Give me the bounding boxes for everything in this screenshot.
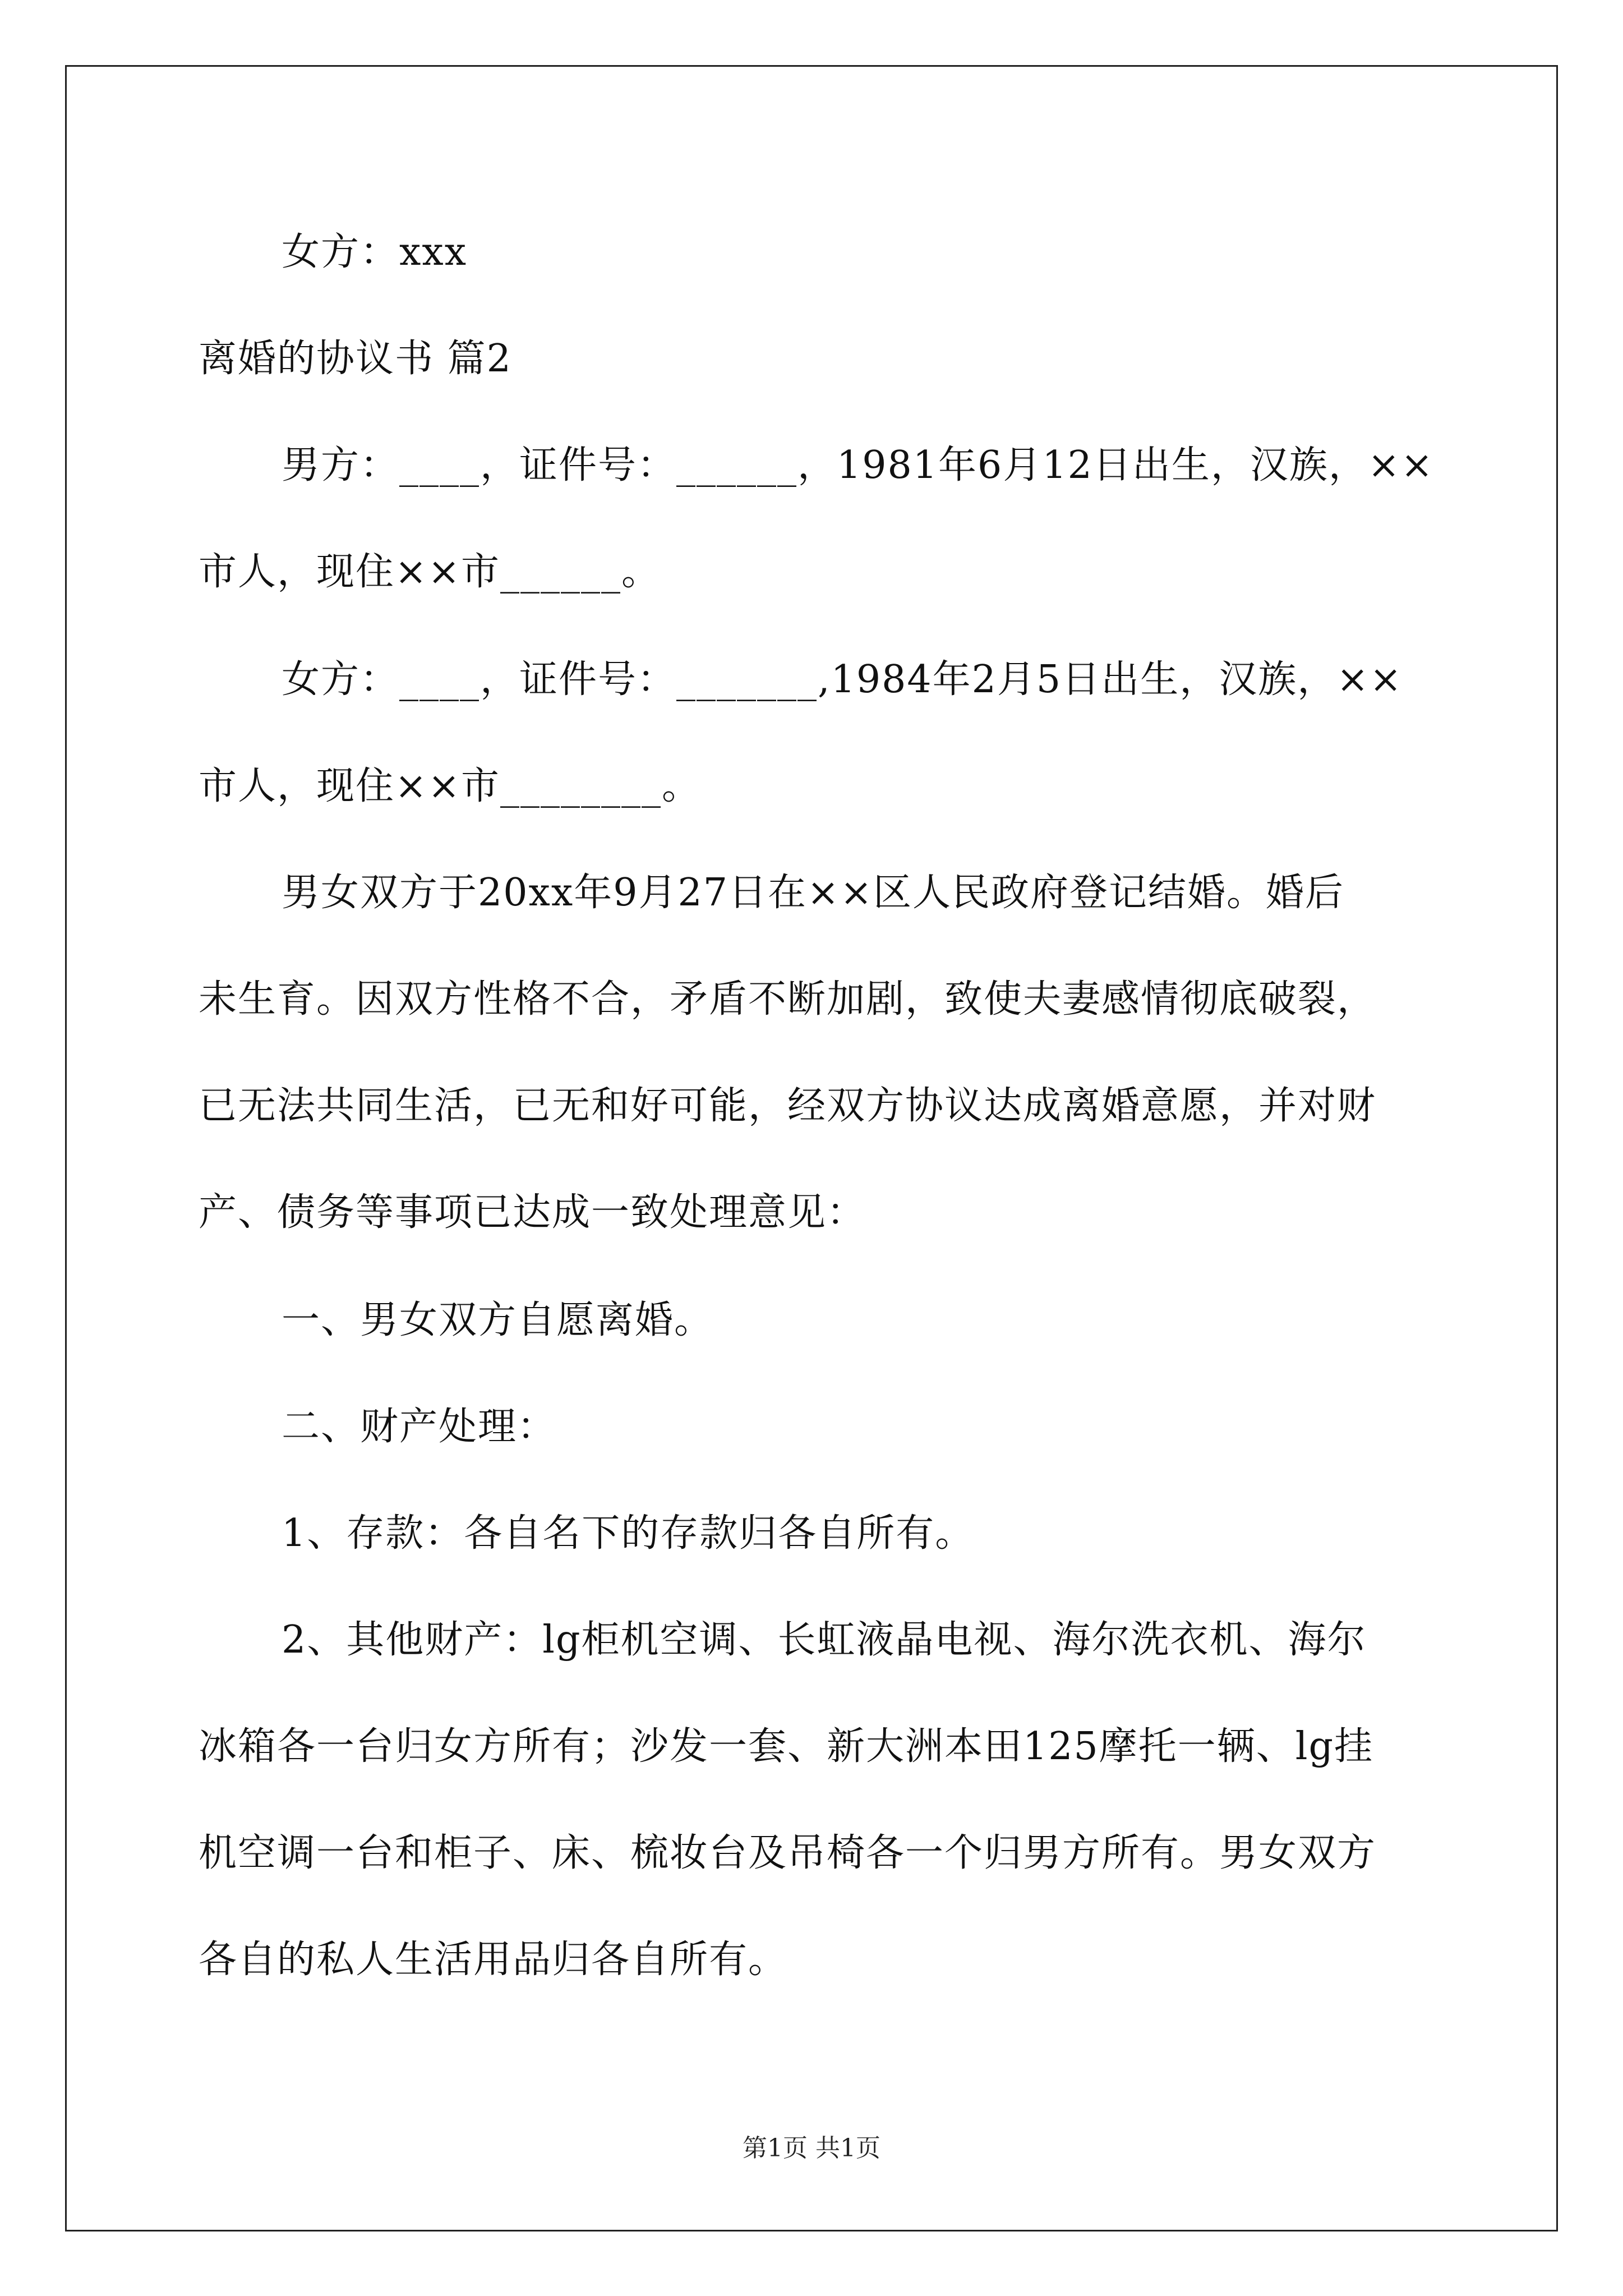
section-heading: 离婚的协议书 篇2 [199, 337, 512, 381]
clause-deposits: 1、存款：各自名下的存款归各自所有。 [282, 1511, 975, 1556]
clause-other-property-line: 冰箱各一台归女方所有；沙发一套、新大洲本田125摩托一辆、lg挂 [199, 1724, 1374, 1769]
page-frame [65, 65, 1558, 2231]
page-footer: 第1页 共1页 [743, 2134, 880, 2162]
clause-two-heading: 二、财产处理： [282, 1405, 557, 1449]
paragraph-line: 产、债务等事项已达成一致处理意见： [199, 1190, 866, 1235]
paragraph-line: 男女双方于20xx年9月27日在××区人民政府登记结婚。婚后 [282, 871, 1344, 915]
clause-one: 一、男女双方自愿离婚。 [282, 1298, 714, 1342]
female-party-line-2: 市人，现住××市________。 [199, 764, 701, 808]
clause-other-property-line: 机空调一台和柜子、床、梳妆台及吊椅各一个归男方所有。男女双方 [199, 1831, 1377, 1875]
paragraph-line: 未生育。因双方性格不合，矛盾不断加剧，致使夫妻感情彻底破裂， [199, 977, 1377, 1022]
male-party-line-1: 男方：____，证件号：______，1981年6月12日出生，汉族，×× [282, 443, 1434, 487]
paragraph-line: 已无法共同生活，已无和好可能，经双方协议达成离婚意愿，并对财 [199, 1084, 1377, 1128]
clause-other-property-line: 各自的私人生活用品归各自所有。 [199, 1938, 788, 1982]
clause-other-property-line: 2、其他财产：lg柜机空调、长虹液晶电视、海尔洗衣机、海尔 [282, 1618, 1367, 1662]
female-party-line-1: 女方：____，证件号：_______,1984年2月5日出生，汉族，×× [282, 657, 1403, 702]
male-party-line-2: 市人，现住××市______。 [199, 550, 661, 594]
female-party-line: 女方：xxx [282, 230, 468, 274]
